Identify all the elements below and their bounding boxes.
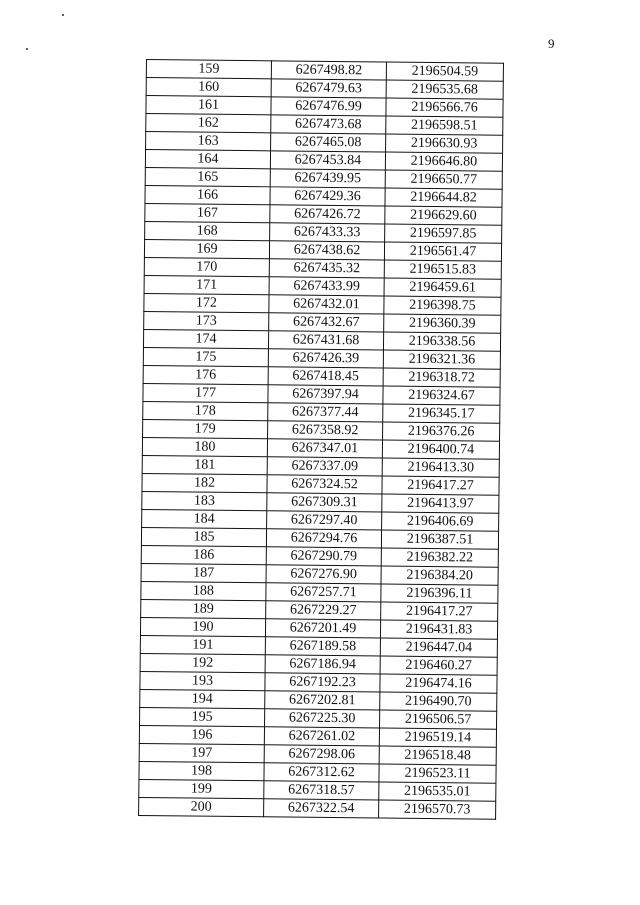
x-coordinate-cell: 6267225.30	[265, 709, 380, 728]
y-coordinate-cell: 2196318.72	[383, 368, 500, 387]
point-number-cell: 185	[141, 527, 266, 546]
x-coordinate-cell: 6267324.52	[267, 475, 382, 494]
x-coordinate-cell: 6267202.81	[265, 691, 380, 710]
x-coordinate-cell: 6267433.99	[269, 277, 384, 296]
y-coordinate-cell: 2196400.74	[382, 440, 499, 459]
point-number-cell: 169	[144, 239, 269, 258]
x-coordinate-cell: 6267418.45	[268, 367, 383, 386]
point-number-cell: 161	[146, 96, 271, 115]
x-coordinate-cell: 6267290.79	[266, 547, 381, 566]
y-coordinate-cell: 2196506.57	[380, 710, 497, 729]
point-number-cell: 196	[139, 725, 264, 744]
point-number-cell: 180	[142, 437, 267, 456]
y-coordinate-cell: 2196630.93	[386, 134, 503, 153]
y-coordinate-cell: 2196570.73	[379, 800, 496, 819]
point-number-cell: 173	[144, 311, 269, 330]
point-number-cell: 162	[146, 114, 271, 133]
y-coordinate-cell: 2196644.82	[385, 188, 502, 207]
point-number-cell: 177	[143, 383, 268, 402]
x-coordinate-cell: 6267476.99	[271, 97, 386, 116]
x-coordinate-cell: 6267297.40	[267, 511, 382, 530]
x-coordinate-cell: 6267377.44	[268, 403, 383, 422]
point-number-cell: 163	[146, 132, 271, 151]
x-coordinate-cell: 6267337.09	[267, 457, 382, 476]
y-coordinate-cell: 2196523.11	[379, 764, 496, 783]
y-coordinate-cell: 2196515.83	[384, 260, 501, 279]
point-number-cell: 179	[143, 419, 268, 438]
y-coordinate-cell: 2196376.26	[383, 422, 500, 441]
point-number-cell: 182	[142, 473, 267, 492]
point-number-cell: 193	[140, 671, 265, 690]
x-coordinate-cell: 6267318.57	[264, 781, 379, 800]
y-coordinate-cell: 2196360.39	[384, 314, 501, 333]
x-coordinate-cell: 6267453.84	[270, 151, 385, 170]
point-number-cell: 198	[139, 761, 264, 780]
y-coordinate-cell: 2196460.27	[380, 656, 497, 675]
y-coordinate-cell: 2196459.61	[384, 278, 501, 297]
table-row	[139, 797, 496, 819]
x-coordinate-cell: 6267229.27	[266, 601, 381, 620]
point-number-cell: 168	[145, 221, 270, 240]
y-coordinate-cell: 2196387.51	[381, 530, 498, 549]
y-coordinate-cell: 2196519.14	[379, 728, 496, 747]
y-coordinate-cell: 2196490.70	[380, 692, 497, 711]
scan-speck	[26, 48, 28, 50]
point-number-cell: 178	[143, 401, 268, 420]
point-number-cell: 175	[143, 347, 268, 366]
x-coordinate-cell: 6267189.58	[265, 637, 380, 656]
y-coordinate-cell: 2196650.77	[385, 170, 502, 189]
x-coordinate-cell: 6267257.71	[266, 583, 381, 602]
point-number-cell: 164	[145, 150, 270, 169]
y-coordinate-cell: 2196646.80	[385, 152, 502, 171]
x-coordinate-cell: 6267438.62	[269, 241, 384, 260]
y-coordinate-cell: 2196535.01	[379, 782, 496, 801]
y-coordinate-cell: 2196518.48	[379, 746, 496, 765]
point-number-cell: 188	[141, 581, 266, 600]
y-coordinate-cell: 2196324.67	[383, 386, 500, 405]
point-number-cell: 181	[142, 455, 267, 474]
y-coordinate-cell: 2196447.04	[380, 638, 497, 657]
y-coordinate-cell: 2196629.60	[385, 206, 502, 225]
x-coordinate-cell: 6267322.54	[264, 799, 379, 818]
point-number-cell: 186	[141, 545, 266, 564]
y-coordinate-cell: 2196345.17	[383, 404, 500, 423]
point-number-cell: 165	[145, 167, 270, 186]
point-number-cell: 187	[141, 563, 266, 582]
x-coordinate-cell: 6267312.62	[264, 763, 379, 782]
x-coordinate-cell: 6267439.95	[270, 169, 385, 188]
y-coordinate-cell: 2196431.83	[380, 620, 497, 639]
y-coordinate-cell: 2196398.75	[384, 296, 501, 315]
x-coordinate-cell: 6267347.01	[267, 439, 382, 458]
x-coordinate-cell: 6267431.68	[268, 331, 383, 350]
point-number-cell: 200	[139, 797, 264, 816]
coordinates-table-body	[139, 60, 504, 820]
y-coordinate-cell: 2196413.97	[382, 494, 499, 513]
y-coordinate-cell: 2196384.20	[381, 566, 498, 585]
page-number: 9	[548, 36, 555, 51]
x-coordinate-cell: 6267201.49	[265, 619, 380, 638]
point-number-cell: 191	[140, 635, 265, 654]
y-coordinate-cell: 2196321.36	[383, 350, 500, 369]
x-coordinate-cell: 6267465.08	[271, 133, 386, 152]
x-coordinate-cell: 6267294.76	[266, 529, 381, 548]
y-coordinate-cell: 2196566.76	[386, 98, 503, 117]
x-coordinate-cell: 6267433.33	[270, 223, 385, 242]
x-coordinate-cell: 6267397.94	[268, 385, 383, 404]
y-coordinate-cell: 2196561.47	[384, 242, 501, 261]
x-coordinate-cell: 6267261.02	[264, 727, 379, 746]
point-number-cell: 166	[145, 185, 270, 204]
y-coordinate-cell: 2196417.27	[381, 602, 498, 621]
point-number-cell: 174	[143, 329, 268, 348]
coordinates-table	[138, 59, 504, 820]
x-coordinate-cell: 6267186.94	[265, 655, 380, 674]
x-coordinate-cell: 6267435.32	[269, 259, 384, 278]
point-number-cell: 167	[145, 203, 270, 222]
x-coordinate-cell: 6267479.63	[271, 79, 386, 98]
point-number-cell: 172	[144, 293, 269, 312]
x-coordinate-cell: 6267432.67	[269, 313, 384, 332]
point-number-cell: 197	[139, 743, 264, 762]
point-number-cell: 194	[140, 689, 265, 708]
point-number-cell: 160	[146, 78, 271, 97]
x-coordinate-cell: 6267473.68	[271, 115, 386, 134]
point-number-cell: 199	[139, 779, 264, 798]
y-coordinate-cell: 2196474.16	[380, 674, 497, 693]
x-coordinate-cell: 6267309.31	[267, 493, 382, 512]
y-coordinate-cell: 2196535.68	[386, 80, 503, 99]
y-coordinate-cell: 2196382.22	[381, 548, 498, 567]
point-number-cell: 192	[140, 653, 265, 672]
scan-speck	[62, 14, 64, 16]
y-coordinate-cell: 2196396.11	[381, 584, 498, 603]
point-number-cell: 170	[144, 257, 269, 276]
y-coordinate-cell: 2196417.27	[382, 476, 499, 495]
y-coordinate-cell: 2196598.51	[386, 116, 503, 135]
point-number-cell: 195	[140, 707, 265, 726]
x-coordinate-cell: 6267498.82	[271, 61, 386, 80]
x-coordinate-cell: 6267426.72	[270, 205, 385, 224]
point-number-cell: 171	[144, 275, 269, 294]
x-coordinate-cell: 6267298.06	[264, 745, 379, 764]
y-coordinate-cell: 2196338.56	[383, 332, 500, 351]
x-coordinate-cell: 6267429.36	[270, 187, 385, 206]
x-coordinate-cell: 6267426.39	[268, 349, 383, 368]
x-coordinate-cell: 6267358.92	[268, 421, 383, 440]
y-coordinate-cell: 2196406.69	[382, 512, 499, 531]
point-number-cell: 190	[140, 617, 265, 636]
y-coordinate-cell: 2196504.59	[386, 62, 503, 81]
x-coordinate-cell: 6267276.90	[266, 565, 381, 584]
point-number-cell: 184	[142, 509, 267, 528]
point-number-cell: 159	[146, 60, 271, 79]
point-number-cell: 183	[142, 491, 267, 510]
point-number-cell: 189	[141, 599, 266, 618]
x-coordinate-cell: 6267192.23	[265, 673, 380, 692]
y-coordinate-cell: 2196597.85	[385, 224, 502, 243]
x-coordinate-cell: 6267432.01	[269, 295, 384, 314]
point-number-cell: 176	[143, 365, 268, 384]
y-coordinate-cell: 2196413.30	[382, 458, 499, 477]
